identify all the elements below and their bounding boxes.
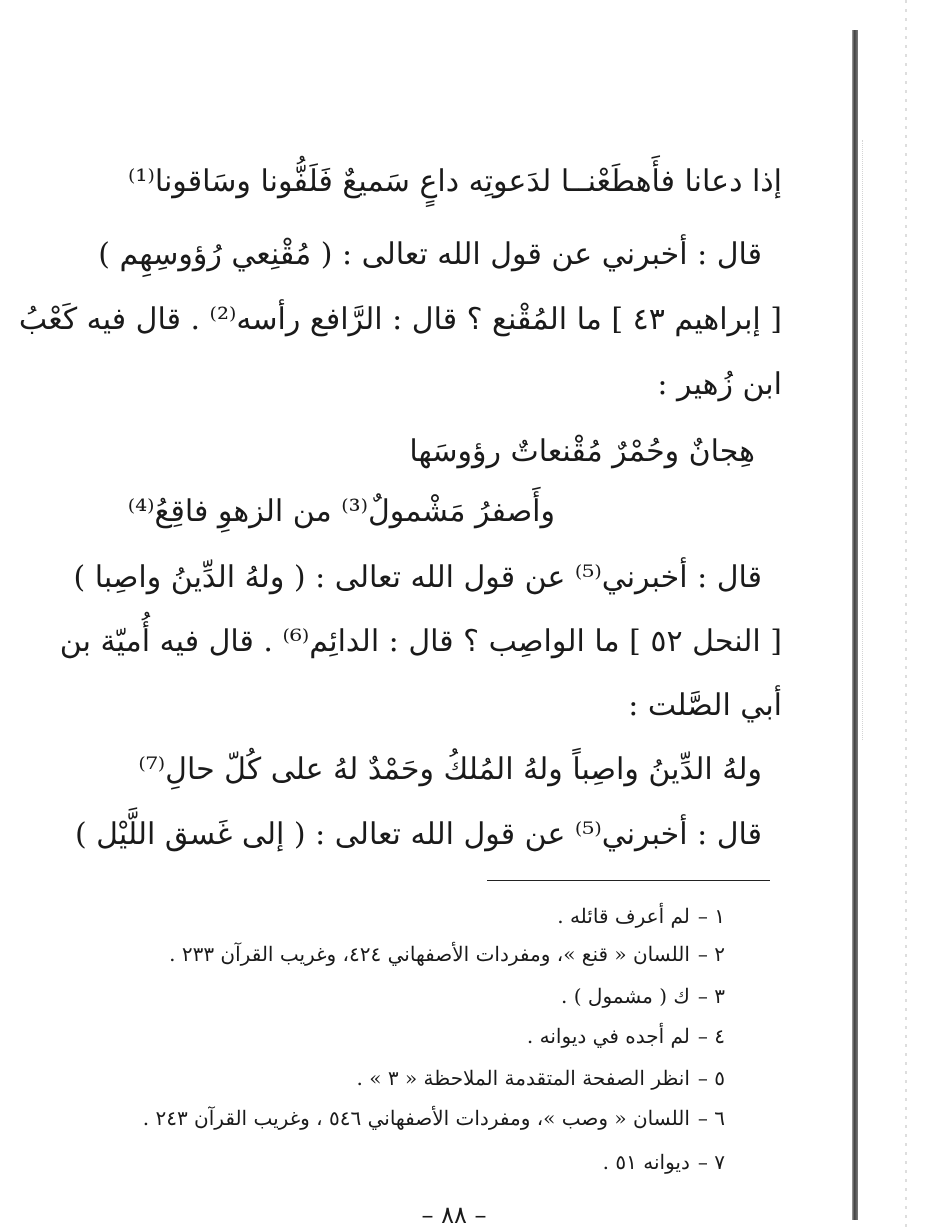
- footnote-5: [357, 1064, 725, 1092]
- footnote-text: لم أجده في ديوانه .: [526, 1024, 690, 1048]
- text-line-3: [ إبراهيم ٤٣ ] ما المُقْنع ؟ قال : الرَّافع رأسه⁽²⁾ . قال فيه كَعْبُ: [18, 302, 782, 337]
- footnote-text: اللسان « وصب »، ومفردات الأصفهاني ٥٤٦ ، وغريب القرآن ٢٤٣ .: [142, 1106, 690, 1130]
- footnote-number: ٧ –: [697, 1150, 725, 1174]
- page-number: – ٨٨ –: [421, 1201, 487, 1229]
- text-line-7: قال : أخبرني⁽⁵⁾ عن قول الله تعالى : ( ولهُ الدِّينُ واصِبا ): [73, 560, 762, 595]
- verse-line-6: وأَصفرُ مَشْمولٌ⁽³⁾ من الزهوِ فاقِعُ⁽⁴⁾: [127, 494, 555, 529]
- verse-line-10: ولهُ الدِّينُ واصِباً ولهُ المُلكُ وحَمْدٌ لهُ على كُلّ حالِ⁽⁷⁾: [138, 752, 762, 787]
- text-line-11: قال : أخبرني⁽⁵⁾ عن قول الله تعالى : ( إلى غَسق اللَّيْل ): [74, 817, 762, 852]
- text-line-9: أبي الصَّلت :: [628, 688, 782, 723]
- binding-shadow: [862, 140, 889, 740]
- text-line-8: [ النحل ٥٢ ] ما الواصِب ؟ قال : الدائِم⁽⁶⁾ . قال فيه أُميّة بن: [59, 624, 782, 659]
- footnote-number: ٣ –: [697, 984, 725, 1008]
- footnote-text: انظر الصفحة المتقدمة الملاحظة « ٣ » .: [356, 1066, 690, 1090]
- footnote-text: ك ( مشمول ) .: [561, 984, 690, 1008]
- footnote-number: ٥ –: [697, 1066, 725, 1090]
- footnote-divider: [487, 880, 770, 881]
- text-line-2: قال : أخبرني عن قول الله تعالى : ( مُقْنِعي رُؤوسِهِم ): [98, 237, 762, 272]
- footnote-number: ١ –: [697, 904, 725, 928]
- footnote-7: [603, 1148, 725, 1176]
- footnote-3: [561, 982, 725, 1010]
- binding-edge: [852, 30, 858, 1220]
- footnote-4: [527, 1022, 725, 1050]
- footnote-2: [169, 940, 725, 968]
- footnote-text: اللسان « قنع »، ومفردات الأصفهاني ٤٢٤، وغريب القرآن ٢٣٣ .: [169, 942, 690, 966]
- footnote-number: ٦ –: [697, 1106, 725, 1130]
- footnote-number: ٢ –: [697, 942, 725, 966]
- verse-line-1: إذا دعانا فأَهطَعْنــا لدَعوتِه داعٍ سَميعٌ فَلَفُّونا وسَاقونا⁽¹⁾: [128, 164, 782, 199]
- footnote-6: [143, 1104, 725, 1132]
- footnote-text: لم أعرف قائله .: [557, 904, 690, 928]
- footnote-number: ٤ –: [697, 1024, 725, 1048]
- verse-line-5: هِجانٌ وحُمْرٌ مُقْنعاتٌ رؤوسَها: [409, 434, 755, 469]
- binding-ticks: [905, 0, 907, 1230]
- footnote-1: [557, 902, 725, 930]
- footnote-text: ديوانه ٥١ .: [602, 1150, 690, 1174]
- text-line-4: ابن زُهير :: [657, 367, 782, 402]
